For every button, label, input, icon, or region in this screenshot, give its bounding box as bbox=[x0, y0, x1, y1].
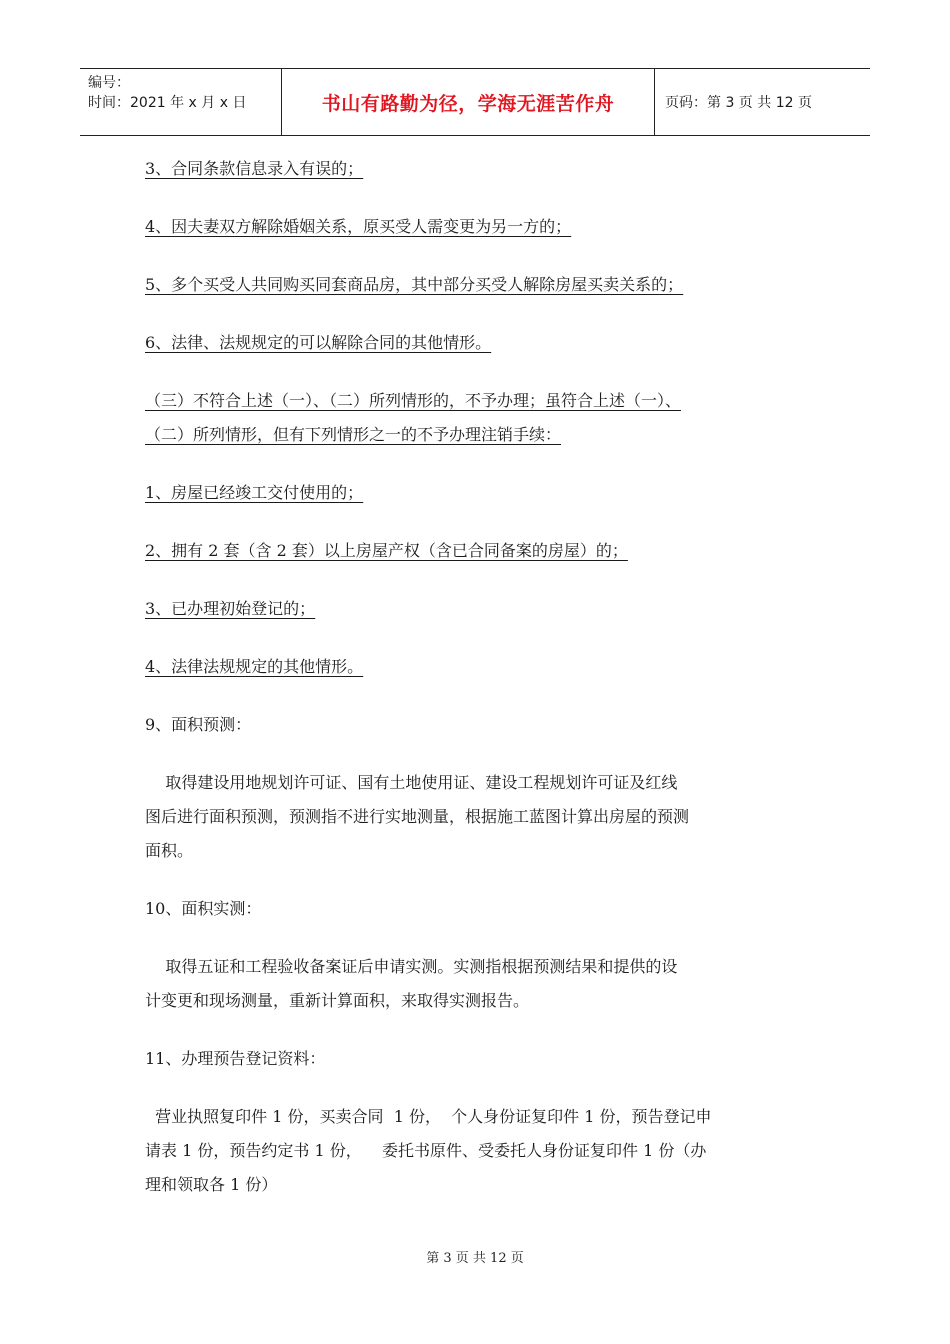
clause-three-line2: （二）所列情形，但有下列情形之一的不予办理注销手续： bbox=[145, 425, 562, 444]
number-label: 编号： bbox=[88, 75, 130, 91]
section-10-title: 10、面积实测： bbox=[145, 899, 262, 918]
clause-three bbox=[145, 384, 810, 452]
clause-three-line1: （三）不符合上述（一）、（二）所列情形的，不予办理；虽符合上述（一）、 bbox=[145, 391, 682, 410]
section-11-title: 11、办理预告登记资料： bbox=[145, 1049, 326, 1068]
list-item: 5、多个买受人共同购买同套商品房，其中部分买受人解除房屋买卖关系的； bbox=[145, 275, 684, 294]
document-body bbox=[145, 152, 810, 1202]
section-9-body: 取得建设用地规划许可证、国有土地使用证、建设工程规划许可证及红线 图后进行面积预测，预测指不进行实地测量，根据施工蓝图计算出房屋的预测 面积。 bbox=[145, 773, 690, 860]
header-motto: 书山有路勤为径，学海无涯苦作舟 bbox=[282, 69, 655, 135]
section-9-title: 9、面积预测： bbox=[145, 715, 252, 734]
list-item: 3、合同条款信息录入有误的； bbox=[145, 159, 364, 178]
header-meta bbox=[80, 69, 282, 135]
page-header bbox=[80, 68, 870, 136]
list-item: 1、房屋已经竣工交付使用的； bbox=[145, 483, 364, 502]
section-11-body: 营业执照复印件 1 份，买卖合同 1 份， 个人身份证复印件 1 份，预告登记申 请表 1 份，预告约定书 1 份， 委托书原件、受委托人身份证复印件 1 份（办 理和领取各 1 份） bbox=[145, 1107, 712, 1194]
list-item: 3、已办理初始登记的； bbox=[145, 599, 316, 618]
list-item: 4、法律法规规定的其他情形。 bbox=[145, 657, 364, 676]
section-10-body: 取得五证和工程验收备案证后申请实测。实测指根据预测结果和提供的设 计变更和现场测量，重新计算面积，来取得实测报告。 bbox=[145, 957, 678, 1010]
header-page-label: 页码：第 3 页 共 12 页 bbox=[665, 95, 812, 111]
time-label: 时间：2021 年 x 月 x 日 bbox=[88, 95, 247, 111]
list-item: 4、因夫妻双方解除婚姻关系，原买受人需变更为另一方的； bbox=[145, 217, 572, 236]
list-item: 6、法律、法规规定的可以解除合同的其他情形。 bbox=[145, 333, 492, 352]
list-item: 2、拥有 2 套（含 2 套）以上房屋产权（含已合同备案的房屋）的； bbox=[145, 541, 628, 560]
page-footer: 第 3 页 共 12 页 bbox=[426, 1251, 524, 1266]
